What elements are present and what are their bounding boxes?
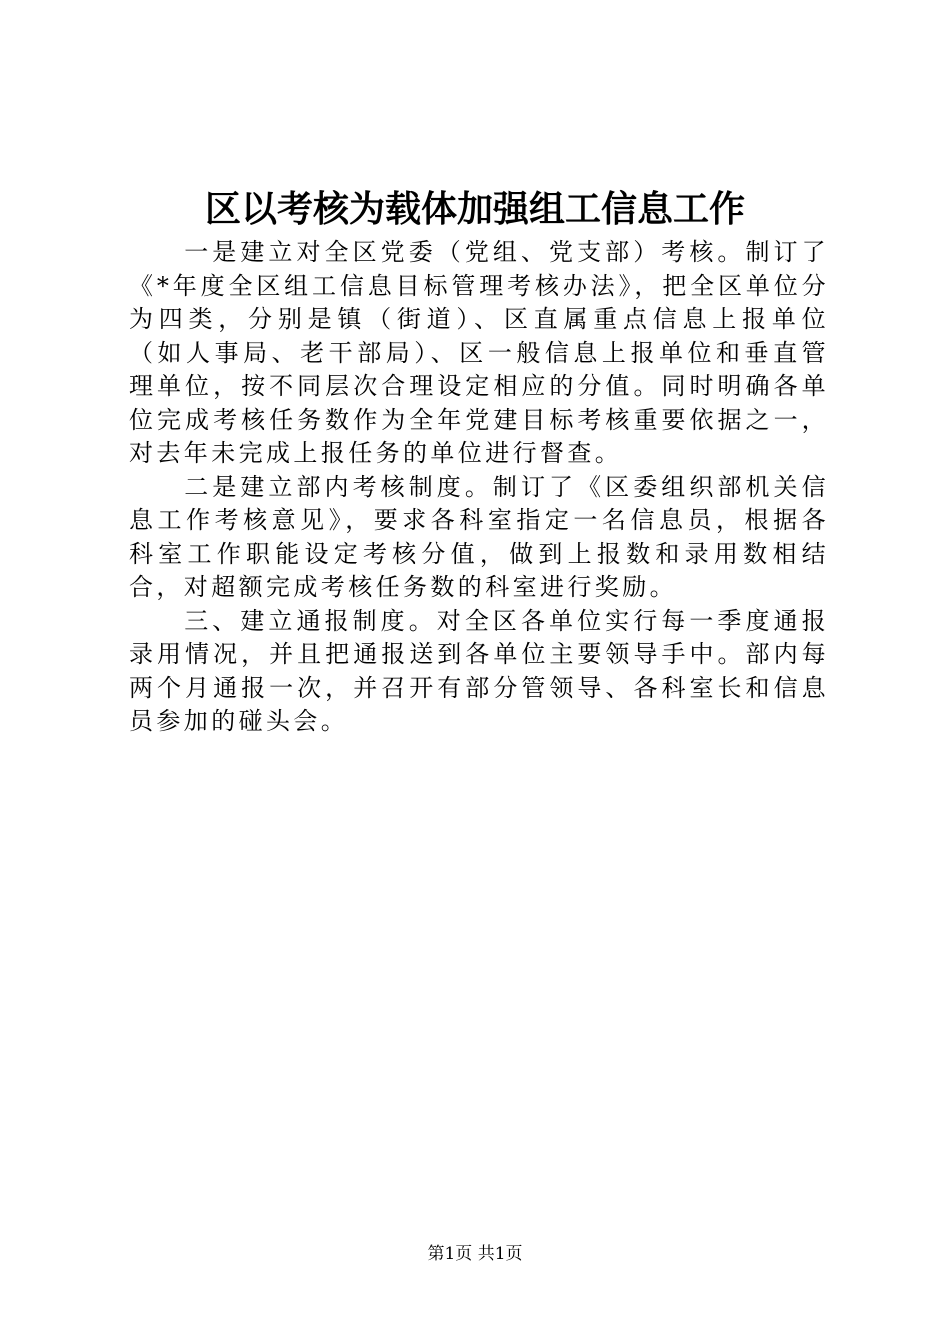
document-body [129, 236, 829, 739]
document-title: 区以考核为载体加强组工信息工作 [204, 188, 745, 230]
page-footer: 第1页 共1页 [427, 1244, 523, 1264]
paragraph-3: 三、建立通报制度。对全区各单位实行每一季度通报录用情况，并且把通报送到各单位主要领导手中。部内每两个月通报一次，并召开有部分管领导、各科室长和信息员参加的碰头会。 [129, 606, 829, 735]
paragraph-1: 一是建立对全区党委（党组、党支部）考核。制订了《*年度全区组工信息目标管理考核办法》，把全区单位分为四类，分别是镇（街道）、区直属重点信息上报单位（如人事局、老干部局）、区一般信息上报单位和垂直管理单位，按不同层次合理设定相应的分值。同时明确各单位完成考核任务数作为全年党建目标考核重要依据之一，对去年未完成上报任务的单位进行督查。 [129, 238, 829, 467]
paragraph-2: 二是建立部内考核制度。制订了《区委组织部机关信息工作考核意见》，要求各科室指定一名信息员，根据各科室工作职能设定考核分值，做到上报数和录用数相结合，对超额完成考核任务数的科室进行奖励。 [129, 472, 829, 601]
